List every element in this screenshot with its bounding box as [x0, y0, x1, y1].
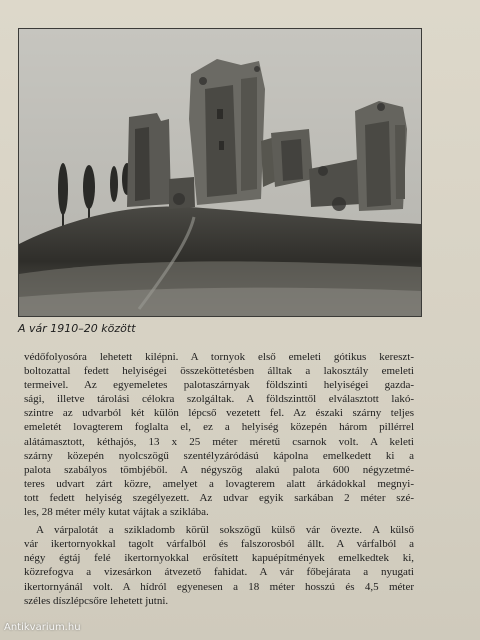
text-line: emeletét lovagterem foglalta el, ez a helyiség közepén három pillérrel: [24, 421, 414, 434]
text-line: A várpalotát a szikladomb körül sokszögű külső vár övezte. A külső: [36, 524, 414, 537]
text-line: négy égtáj felé ikertornyokkal erősített kapuépítmények emelkedtek ki,: [24, 552, 414, 565]
text-line: tott fedett helyiség szegélyezett. Az udvar egyik sarkában 2 méter szé-: [24, 491, 414, 504]
castle-ruin-illustration: [19, 29, 421, 316]
text-line: vár ikertornyokkal tagolt várfalból és falszorosból állt. A várfalból a: [24, 538, 414, 551]
text-line: alátámasztott, kéthajós, 13 x 25 méter méretű csarnok volt. A keleti: [24, 435, 414, 448]
watermark: Antikvarium.hu: [4, 622, 81, 633]
text-line: palota szabályos tömbjéből. A négyszög alakú palota 600 négyzetmé-: [24, 463, 414, 476]
text-line: szintre az udvarból két külön lépcső vezetett fel. Az északi szárny teljes: [24, 407, 414, 420]
text-line: védőfolyosóra lehetett kilépni. A tornyok első emeleti gótikus kereszt-: [24, 351, 414, 363]
text-line: termeivel. Az egyemeletes palotaszárnyak földszinti helyiségei gazda-: [24, 379, 414, 392]
text-line: sági, illetve tárolási célokra szolgáltak. A földszinttől elválasztott lakó-: [24, 393, 414, 406]
text-line: boltozattal fedett helyiségei összeköttetésben álltak a lakosztály emeleti: [24, 365, 414, 378]
text-line: teres udvart zárt közre, amelyet a lovagterem alatt árkádokkal megnyi-: [24, 477, 414, 490]
castle-ruin-photo: [18, 28, 422, 317]
text-line: közrefogva a vizesárkon átvezető fahidat. A vár főbejárata a nyugati: [24, 566, 414, 579]
text-line: széles díszlépcsőre lehetett jutni.: [24, 594, 169, 607]
photo-caption: A vár 1910–20 között: [18, 322, 136, 335]
text-line: ikertornyánál volt. A hídról egyenesen a 18 méter hosszú és 4,5 méter: [24, 580, 414, 593]
text-line: szárny közepén nyolcszögű szentélyzáródású kápolna emelkedett ki a: [24, 449, 414, 462]
text-line: les, 28 méter mély kutat vájtak a sziklába.: [24, 506, 209, 519]
body-text: [24, 350, 414, 608]
